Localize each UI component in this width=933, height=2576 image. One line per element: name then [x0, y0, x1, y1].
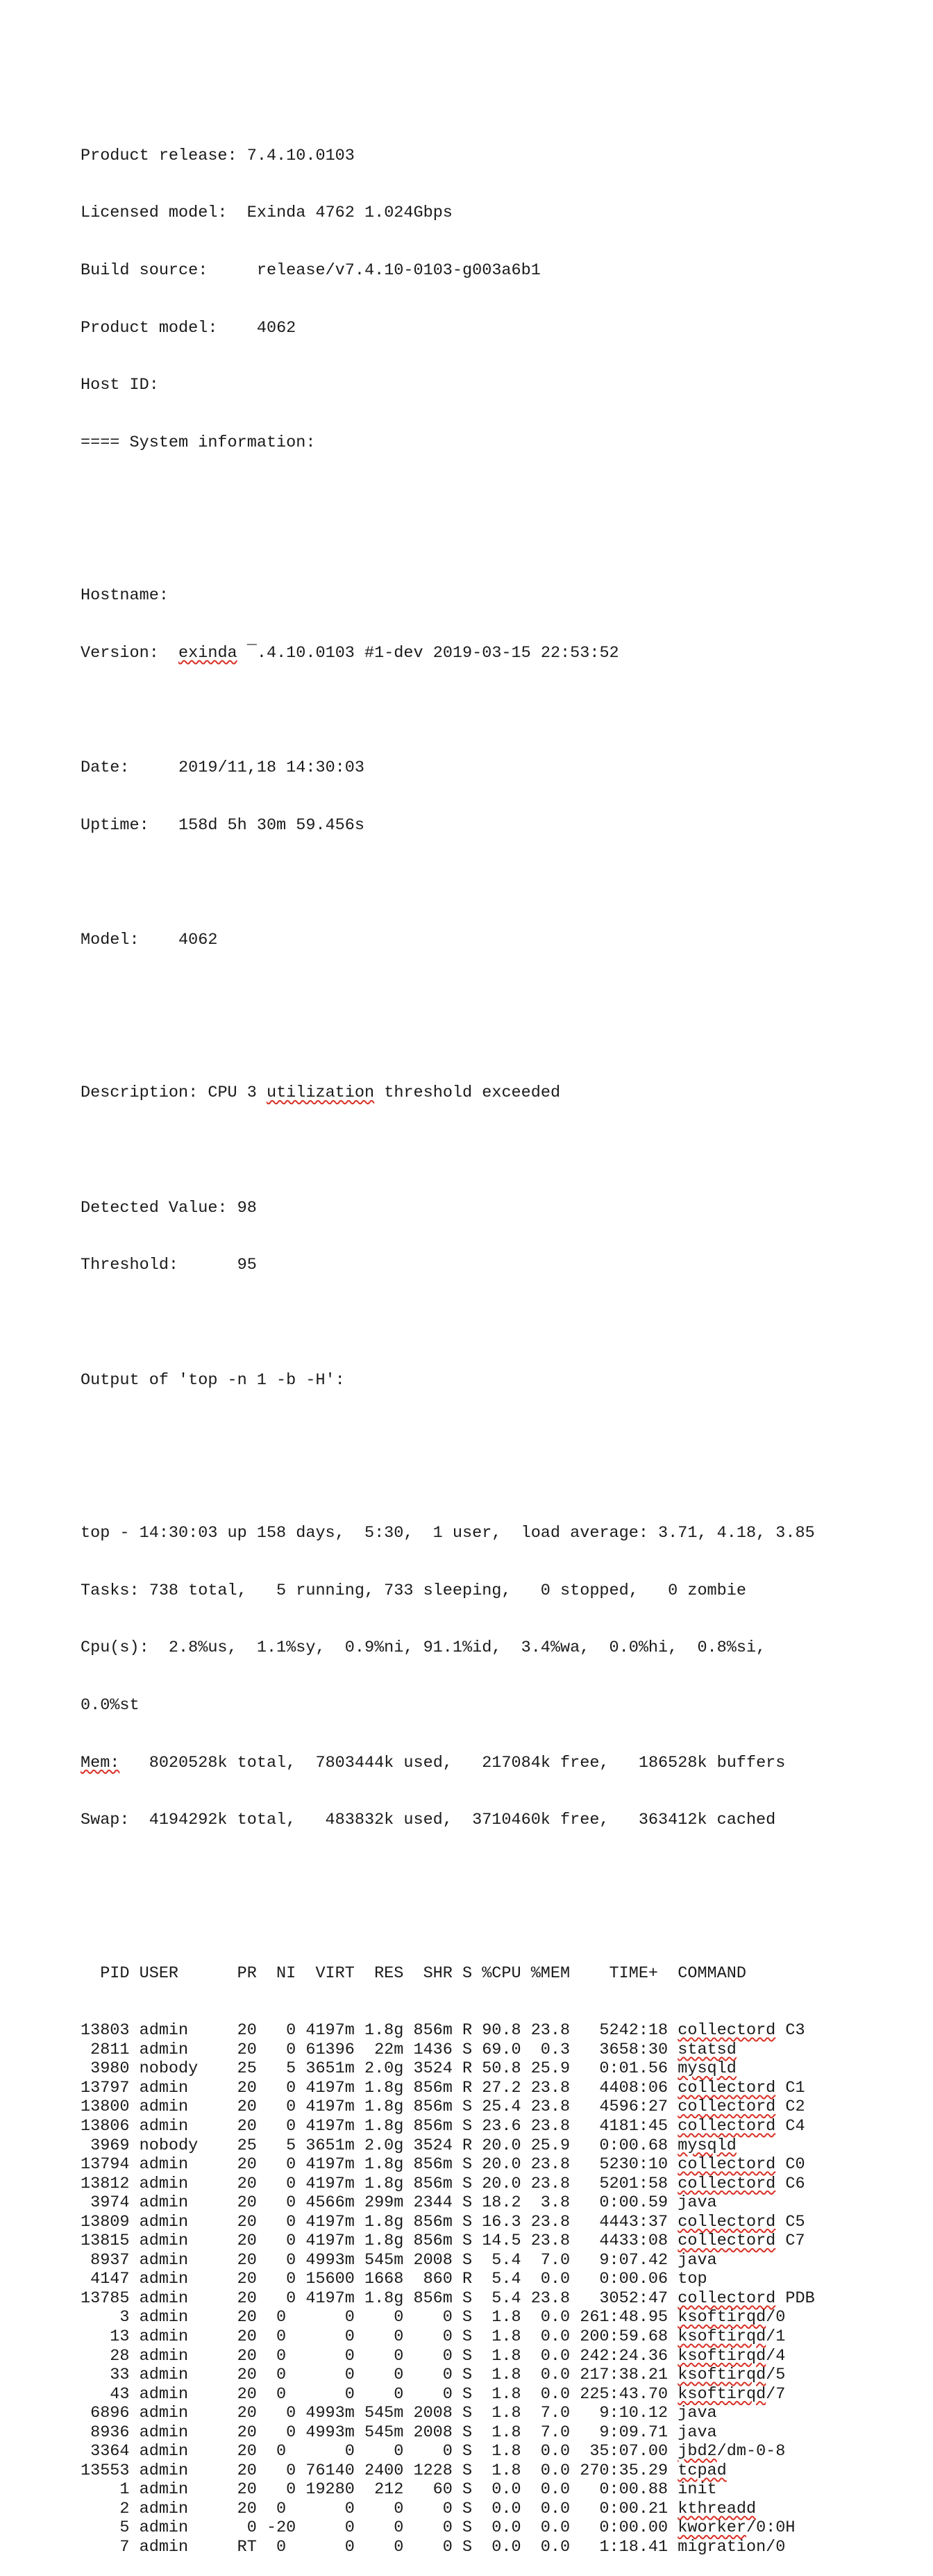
top-tasks-line: Tasks: 738 total, 5 running, 733 sleeping, 0 stopped, 0 zombie — [81, 1581, 746, 1600]
process-command-args: java — [678, 2193, 717, 2213]
detected-value-line — [81, 1199, 815, 1218]
process-columns: 3364 admin 20 0 0 0 0 S 1.8 0.0 35:07.00 — [81, 2442, 678, 2461]
process-command-args: C7 — [775, 2232, 805, 2251]
process-columns: 2 admin 20 0 0 0 0 S 0.0 0.0 0:00.21 — [81, 2499, 678, 2518]
table-row — [81, 2155, 815, 2175]
description-word: utilization — [266, 1083, 375, 1103]
process-command-args: C3 — [775, 2021, 805, 2041]
process-columns: 13803 admin 20 0 4197m 1.8g 856m R 90.8 23.8 5242:18 — [81, 2021, 678, 2041]
description-suffix: threshold exceeded — [374, 1083, 561, 1103]
version-value: ¯.4.10.0103 #1-dev 2019-03-15 22:53:52 — [237, 643, 619, 663]
process-columns: 43 admin 20 0 0 0 0 S 1.8 0.0 225:43.70 — [81, 2384, 678, 2404]
top-cpu-line-cont: 0.0%st — [81, 1695, 140, 1715]
product-release-line — [81, 147, 815, 166]
process-columns: 28 admin 20 0 0 0 0 S 1.8 0.0 242:24.36 — [81, 2346, 678, 2366]
process-columns: 13785 admin 20 0 4197m 1.8g 856m S 5.4 23.8 3052:47 — [81, 2288, 678, 2308]
process-columns: 13794 admin 20 0 4197m 1.8g 856m S 20.0 23.8 5230:10 — [81, 2155, 678, 2175]
process-command: collectord — [678, 2155, 776, 2175]
spacer — [81, 1868, 815, 1888]
process-command-args: java — [678, 2423, 717, 2442]
process-command-args: C0 — [775, 2155, 805, 2175]
version-label: Version: — [81, 643, 159, 663]
detected-value-label: Detected Value: — [81, 1198, 228, 1218]
top-mem-line — [81, 1754, 815, 1773]
spacer — [81, 1141, 815, 1161]
threshold-line — [81, 1256, 815, 1275]
process-command-args: /0 — [766, 2308, 786, 2327]
licensed-model-label: Licensed model: — [81, 203, 228, 223]
mem-label: Mem: — [81, 1753, 120, 1772]
process-columns: 13797 admin 20 0 4197m 1.8g 856m R 27.2 23.8 4408:06 — [81, 2078, 678, 2097]
process-columns: 13 admin 20 0 0 0 0 S 1.8 0.0 200:59.68 — [81, 2327, 678, 2346]
process-columns: 2811 admin 20 0 61396 22m 1436 S 69.0 0.3 3658:30 — [81, 2040, 678, 2059]
process-columns: 33 admin 20 0 0 0 0 S 1.8 0.0 217:38.21 — [81, 2366, 678, 2385]
uptime-label: Uptime: — [81, 815, 149, 835]
process-command-args: /5 — [766, 2366, 786, 2385]
host-id-label: Host ID: — [81, 376, 159, 395]
table-row — [81, 2041, 815, 2060]
process-command: mysqld — [678, 2059, 737, 2079]
process-columns: 4147 admin 20 0 15600 1668 860 R 5.4 0.0 0:00.06 — [81, 2270, 678, 2289]
table-row — [81, 2518, 815, 2538]
uptime-value: 158d 5h 30m 59.456s — [178, 815, 364, 835]
process-command-args: init — [678, 2480, 717, 2500]
document-page — [81, 89, 815, 2576]
process-command-args: java — [678, 2250, 717, 2270]
process-columns: 3974 admin 20 0 4566m 299m 2344 S 18.2 3.8 0:00.59 — [81, 2193, 678, 2213]
table-row — [81, 2385, 815, 2404]
process-command: collectord — [678, 2212, 776, 2232]
spacer — [81, 873, 815, 892]
spacer — [81, 1313, 815, 1333]
process-command: collectord — [678, 2232, 776, 2251]
host-id-line — [81, 376, 815, 395]
date-line — [81, 758, 815, 778]
table-row — [81, 2461, 815, 2481]
product-model-label: Product model: — [81, 318, 218, 338]
process-columns: 3969 nobody 25 5 3651m 2.0g 3524 R 20.0 25.9 0:00.68 — [81, 2136, 678, 2155]
table-row — [81, 2289, 815, 2309]
table-row — [81, 2251, 815, 2270]
table-row — [81, 2136, 815, 2156]
version-line — [81, 644, 815, 663]
top-cpu-line: Cpu(s): 2.8%us, 1.1%sy, 0.9%ni, 91.1%id, 3.4%wa, 0.0%hi, 0.8%si, — [81, 1638, 766, 1658]
date-label: Date: — [81, 758, 130, 778]
table-row — [81, 2423, 815, 2443]
table-row — [81, 2079, 815, 2098]
table-row — [81, 2308, 815, 2327]
process-command-args: /1 — [766, 2327, 786, 2346]
spacer — [81, 490, 815, 510]
description-line — [81, 1083, 815, 1103]
process-command: collectord — [678, 2288, 776, 2308]
table-row — [81, 2347, 815, 2366]
process-command-args: /0:0H — [746, 2518, 796, 2538]
description-label: Description: — [81, 1083, 199, 1103]
table-row — [81, 2500, 815, 2519]
process-columns: 13806 admin 20 0 4197m 1.8g 856m S 23.6 23.8 4181:45 — [81, 2116, 678, 2136]
licensed-model-value: Exinda 4762 1.024Gbps — [246, 203, 453, 223]
process-columns: 13809 admin 20 0 4197m 1.8g 856m S 16.3 23.8 4443:37 — [81, 2212, 678, 2232]
process-command-args: /4 — [766, 2346, 786, 2366]
process-command-args: /dm-0-8 — [716, 2442, 786, 2461]
process-command: collectord — [678, 2116, 776, 2136]
table-row — [81, 2366, 815, 2385]
output-heading: Output of 'top -n 1 -b -H': — [81, 1370, 345, 1390]
build-source-value: release/v7.4.10-0103-g003a6b1 — [256, 260, 541, 280]
product-model-value: 4062 — [256, 318, 296, 338]
threshold-label: Threshold: — [81, 1256, 179, 1275]
hostname-line — [81, 586, 815, 606]
model-line — [81, 931, 815, 950]
process-command: ksoftirqd — [678, 2384, 766, 2404]
top-swap-line: Swap: 4194292k total, 483832k used, 3710460k free, 363412k cached — [81, 1811, 776, 1830]
process-columns: 5 admin 0 -20 0 0 0 S 0.0 0.0 0:00.00 — [81, 2518, 678, 2538]
table-row — [81, 2021, 815, 2041]
table-row — [81, 2232, 815, 2251]
process-columns: 13812 admin 20 0 4197m 1.8g 856m S 20.0 23.8 5201:58 — [81, 2174, 678, 2193]
process-command-args: top — [678, 2270, 707, 2289]
process-columns: 6896 admin 20 0 4993m 545m 2008 S 1.8 7.0 9:10.12 — [81, 2404, 678, 2423]
process-columns: 13815 admin 20 0 4197m 1.8g 856m S 14.5 23.8 4433:08 — [81, 2232, 678, 2251]
product-model-line — [81, 319, 815, 338]
table-row — [81, 2097, 815, 2117]
process-columns: 3 admin 20 0 0 0 0 S 1.8 0.0 261:48.95 — [81, 2308, 678, 2327]
process-table-header: PID USER PR NI VIRT RES SHR S %CPU %MEM TIME+ COMMAND — [81, 1963, 746, 1983]
table-row — [81, 2480, 815, 2500]
process-command: kthreadd — [678, 2499, 757, 2518]
process-columns: 13800 admin 20 0 4197m 1.8g 856m S 25.4 23.8 4596:27 — [81, 2097, 678, 2117]
model-value: 4062 — [178, 931, 218, 950]
process-columns: 8936 admin 20 0 4993m 545m 2008 S 1.8 7.0 9:09.71 — [81, 2423, 678, 2442]
table-row — [81, 2404, 815, 2423]
process-columns: 13553 admin 20 0 76140 2400 1228 S 1.8 0.0 270:35.29 — [81, 2461, 678, 2480]
spacer — [81, 988, 815, 1008]
product-release-value: 7.4.10.0103 — [246, 146, 355, 165]
process-command: collectord — [678, 2097, 776, 2117]
process-command-args: C4 — [775, 2116, 805, 2136]
product-release-label: Product release: — [81, 146, 237, 165]
date-value: 2019/11,18 14:30:03 — [178, 758, 364, 778]
process-command-args: C5 — [775, 2212, 805, 2232]
process-command: statsd — [678, 2040, 737, 2059]
top-uptime-line: top - 14:30:03 up 158 days, 5:30, 1 user, load average: 3.71, 4.18, 3.85 — [81, 1524, 815, 1543]
spacer — [81, 701, 815, 721]
build-source-line — [81, 261, 815, 281]
table-row — [81, 2117, 815, 2136]
process-command: ksoftirqd — [678, 2327, 766, 2346]
model-label: Model: — [81, 931, 140, 950]
detected-value: 98 — [237, 1198, 257, 1218]
table-row — [81, 2442, 815, 2461]
process-command: collectord — [678, 2174, 776, 2193]
table-row — [81, 2175, 815, 2194]
licensed-model-line — [81, 203, 815, 223]
process-command: kworker — [678, 2518, 746, 2538]
hostname-label: Hostname: — [81, 586, 169, 606]
threshold-value: 95 — [237, 1256, 257, 1275]
mem-values: 8020528k total, 7803444k used, 217084k free, 186528k buffers — [119, 1753, 786, 1772]
process-command-args: C1 — [775, 2078, 805, 2097]
table-row — [81, 2193, 815, 2213]
process-command-args: migration/0 — [678, 2538, 786, 2557]
table-row — [81, 2213, 815, 2232]
table-row — [81, 2538, 815, 2557]
process-command-args: C6 — [775, 2174, 805, 2193]
process-columns: 1 admin 20 0 19280 212 60 S 0.0 0.0 0:00.88 — [81, 2480, 678, 2500]
process-command: jbd2 — [678, 2442, 717, 2461]
uptime-line — [81, 816, 815, 836]
process-command-args: C2 — [775, 2097, 805, 2117]
spacer — [81, 1428, 815, 1447]
process-command: collectord — [678, 2021, 776, 2041]
process-columns: 3980 nobody 25 5 3651m 2.0g 3524 R 50.8 25.9 0:01.56 — [81, 2059, 678, 2079]
process-command-args: /7 — [766, 2384, 786, 2404]
build-source-label: Build source: — [81, 260, 208, 280]
process-command-args: java — [678, 2404, 717, 2423]
process-columns: 7 admin RT 0 0 0 0 S 0.0 0.0 1:18.41 — [81, 2538, 678, 2557]
description-prefix: CPU 3 — [208, 1083, 267, 1103]
process-table-body — [81, 2021, 815, 2557]
table-row — [81, 2059, 815, 2079]
process-columns: 8937 admin 20 0 4993m 545m 2008 S 5.4 7.0 9:07.42 — [81, 2250, 678, 2270]
process-command: ksoftirqd — [678, 2308, 766, 2327]
table-row — [81, 2270, 815, 2289]
system-info-heading: ==== System information: — [81, 433, 316, 452]
version-product: exinda — [178, 643, 237, 663]
process-command: mysqld — [678, 2136, 737, 2155]
process-command: ksoftirqd — [678, 2346, 766, 2366]
process-command: tcpad — [678, 2461, 727, 2480]
table-row — [81, 2327, 815, 2347]
process-command: collectord — [678, 2078, 776, 2097]
process-command: ksoftirqd — [678, 2366, 766, 2385]
process-command-args: PDB — [775, 2288, 815, 2308]
